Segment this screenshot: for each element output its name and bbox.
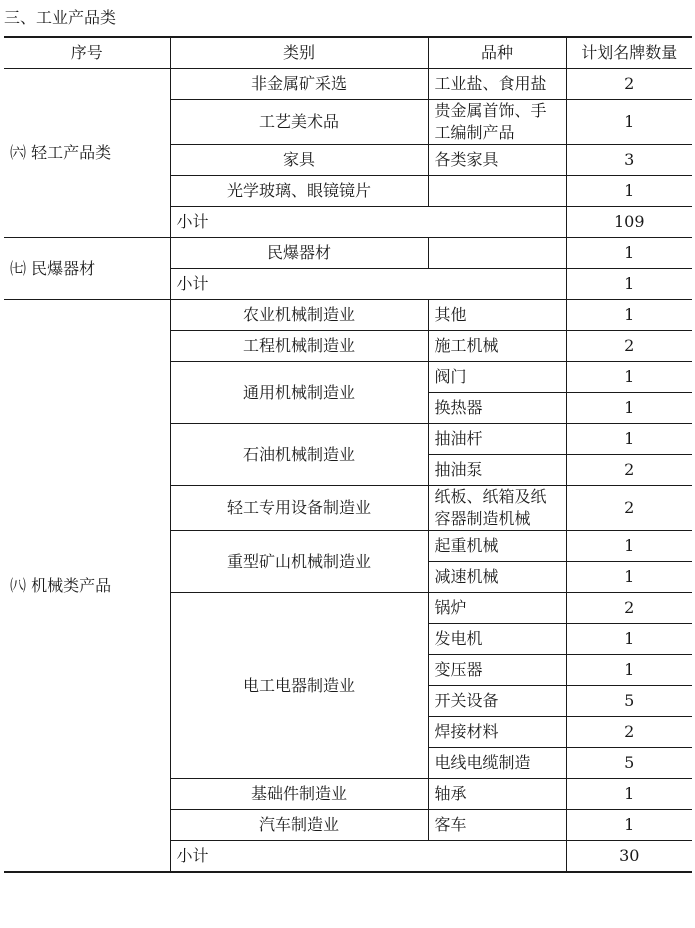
category-cell: 重型矿山机械制造业: [170, 531, 428, 593]
group-label: ㈧ 机械类产品: [4, 300, 170, 873]
variety-cell: 起重机械: [428, 531, 566, 562]
count-cell: 1: [566, 779, 692, 810]
header-variety: 品种: [428, 37, 566, 69]
subtotal-value: 1: [566, 269, 692, 300]
variety-cell: 贵金属首饰、手工编制产品: [428, 100, 566, 145]
variety-cell: 客车: [428, 810, 566, 841]
count-cell: 1: [566, 810, 692, 841]
variety-cell: 减速机械: [428, 562, 566, 593]
count-cell: 1: [566, 393, 692, 424]
group-label: ㈥ 轻工产品类: [4, 69, 170, 238]
section-title: 三、工业产品类: [4, 8, 117, 27]
category-cell: 家具: [170, 145, 428, 176]
count-cell: 1: [566, 176, 692, 207]
category-cell: 光学玻璃、眼镜镜片: [170, 176, 428, 207]
variety-cell: 阀门: [428, 362, 566, 393]
category-cell: 工艺美术品: [170, 100, 428, 145]
variety-cell: 开关设备: [428, 686, 566, 717]
category-cell: 汽车制造业: [170, 810, 428, 841]
subtotal-label: 小计: [170, 841, 566, 873]
category-cell: 民爆器材: [170, 238, 428, 269]
count-cell: 1: [566, 655, 692, 686]
count-cell: 1: [566, 300, 692, 331]
category-cell: 非金属矿采选: [170, 69, 428, 100]
header-category: 类别: [170, 37, 428, 69]
variety-cell: 轴承: [428, 779, 566, 810]
product-plan-table: [4, 36, 692, 873]
category-cell: 农业机械制造业: [170, 300, 428, 331]
count-cell: 2: [566, 331, 692, 362]
variety-cell: 电线电缆制造: [428, 748, 566, 779]
category-cell: 通用机械制造业: [170, 362, 428, 424]
table-row: [4, 69, 692, 100]
variety-cell: 其他: [428, 300, 566, 331]
count-cell: 1: [566, 362, 692, 393]
count-cell: 2: [566, 593, 692, 624]
variety-cell: 抽油杆: [428, 424, 566, 455]
variety-cell: 换热器: [428, 393, 566, 424]
variety-cell: 变压器: [428, 655, 566, 686]
variety-cell: [428, 238, 566, 269]
count-cell: 2: [566, 69, 692, 100]
header-seq: 序号: [4, 37, 170, 69]
count-cell: 5: [566, 748, 692, 779]
count-cell: 2: [566, 486, 692, 531]
category-cell: 基础件制造业: [170, 779, 428, 810]
count-cell: 1: [566, 238, 692, 269]
variety-cell: 发电机: [428, 624, 566, 655]
group-label: ㈦ 民爆器材: [4, 238, 170, 300]
category-cell: 石油机械制造业: [170, 424, 428, 486]
variety-cell: 抽油泵: [428, 455, 566, 486]
count-cell: 1: [566, 624, 692, 655]
subtotal-label: 小计: [170, 207, 566, 238]
category-cell: 电工电器制造业: [170, 593, 428, 779]
variety-cell: 焊接材料: [428, 717, 566, 748]
variety-cell: 各类家具: [428, 145, 566, 176]
category-cell: 工程机械制造业: [170, 331, 428, 362]
subtotal-label: 小计: [170, 269, 566, 300]
count-cell: 5: [566, 686, 692, 717]
table-row: [4, 238, 692, 269]
count-cell: 1: [566, 562, 692, 593]
count-cell: 2: [566, 455, 692, 486]
variety-cell: 施工机械: [428, 331, 566, 362]
variety-cell: 纸板、纸箱及纸容器制造机械: [428, 486, 566, 531]
variety-cell: [428, 176, 566, 207]
count-cell: 1: [566, 424, 692, 455]
subtotal-value: 109: [566, 207, 692, 238]
count-cell: 1: [566, 531, 692, 562]
category-cell: 轻工专用设备制造业: [170, 486, 428, 531]
header-count: 计划名牌数量: [566, 37, 692, 69]
count-cell: 2: [566, 717, 692, 748]
variety-cell: 锅炉: [428, 593, 566, 624]
count-cell: 1: [566, 100, 692, 145]
count-cell: 3: [566, 145, 692, 176]
table-header-row: [4, 37, 692, 69]
subtotal-value: 30: [566, 841, 692, 873]
table-row: [4, 300, 692, 331]
variety-cell: 工业盐、食用盐: [428, 69, 566, 100]
